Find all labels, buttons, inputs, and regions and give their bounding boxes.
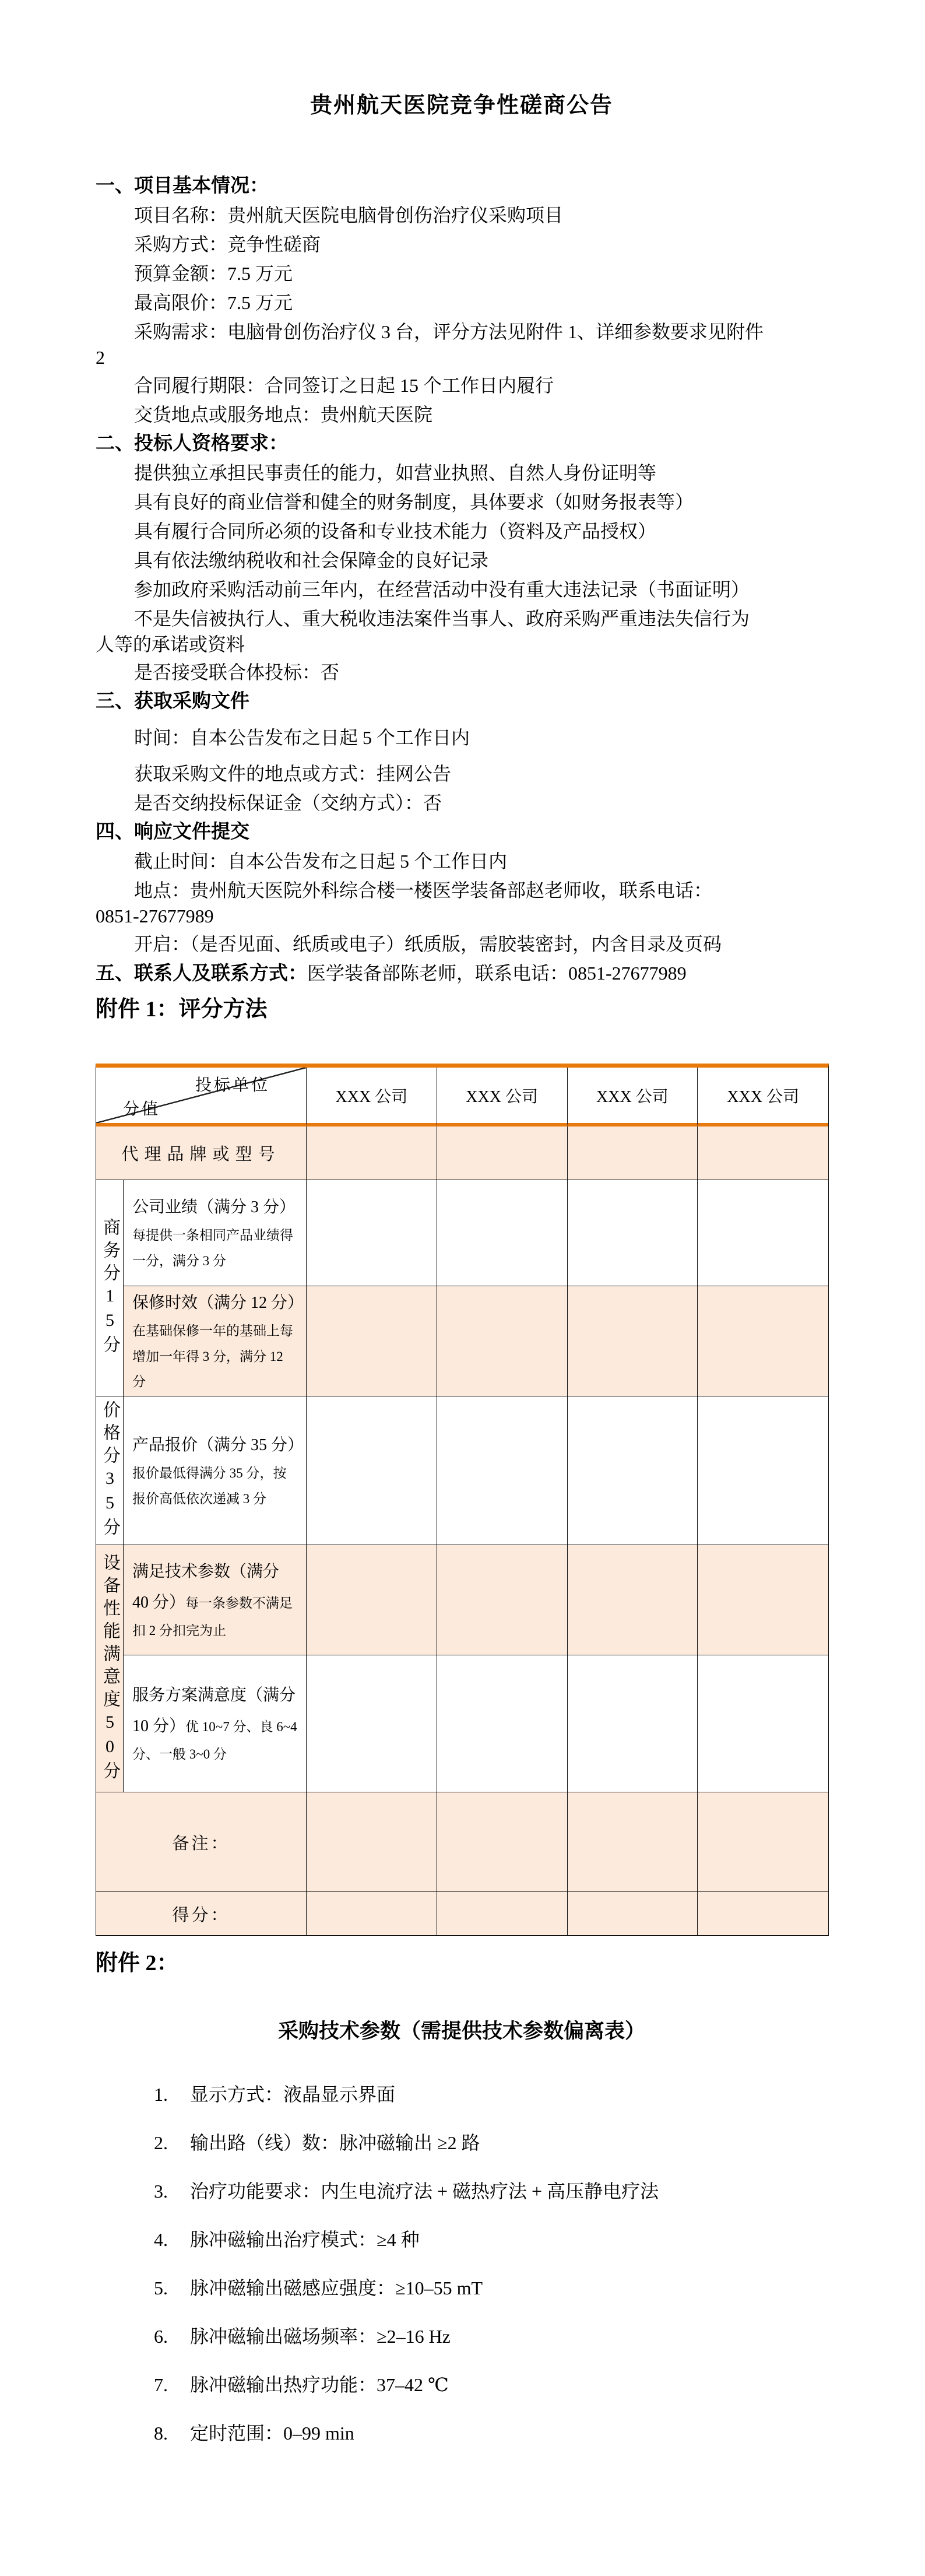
doc-line: 采购需求：电脑骨创伤治疗仪 3 台，评分方法见附件 1、详细参数要求见附件 xyxy=(134,321,764,342)
attachment2-heading: 附件 2： xyxy=(96,1951,179,1975)
param-text: 脉冲磁输出治疗模式：≥4 种 xyxy=(190,2229,420,2250)
section-heading xyxy=(96,961,828,985)
category-label: 商务分15分 xyxy=(96,1180,124,1396)
table-cell xyxy=(698,1792,828,1892)
table-cell xyxy=(698,1180,828,1286)
page-title: 贵州航天医院竞争性磋商公告 xyxy=(309,93,613,118)
table-cell xyxy=(437,1396,568,1545)
table-cell xyxy=(307,1545,437,1655)
param-number: 5. xyxy=(154,2277,168,2298)
company-header: XXX 公司 xyxy=(437,1068,568,1126)
table-cell xyxy=(307,1655,437,1792)
doc-line: 合同履行期限：合同签订之日起 15 个工作日内履行 xyxy=(134,375,554,396)
criterion-title: 满足技术参数（满分 40 分） xyxy=(132,1562,280,1612)
doc-line: 开启：（是否见面、纸质或电子）纸质版，需胶装密封，内含目录及页码 xyxy=(134,933,722,954)
section-heading: 一、项目基本情况： xyxy=(96,176,269,196)
param-item xyxy=(154,2082,828,2107)
criterion-cell xyxy=(124,1180,307,1286)
table-cell xyxy=(437,1180,568,1286)
table-cell xyxy=(698,1892,828,1935)
table-cell xyxy=(437,1126,568,1180)
table-cell xyxy=(568,1286,698,1396)
agent-brand-row-label: 代理品牌或型号 xyxy=(96,1126,307,1180)
criterion-desc: 报价最低得满分 35 分，按报价高低依次递减 3 分 xyxy=(132,1465,287,1506)
param-text: 脉冲磁输出磁场频率：≥2–16 Hz xyxy=(190,2326,451,2347)
param-number: 1. xyxy=(154,2084,168,2105)
company-header: XXX 公司 xyxy=(698,1068,828,1126)
doc-line: 参加政府采购活动前三年内，在经营活动中没有重大违法记录（书面证明） xyxy=(134,579,750,600)
criterion-cell xyxy=(124,1396,307,1545)
doc-line: 不是失信被执行人、重大税收违法案件当事人、政府采购严重违法失信行为 xyxy=(134,608,750,629)
doc-line: 地点：贵州航天医院外科综合楼一楼医学装备部赵老师收，联系电话： xyxy=(134,880,713,901)
param-item xyxy=(154,2178,828,2204)
corner-label-bidder: 投标单位 xyxy=(195,1076,270,1094)
attachment2-subtitle: 采购技术参数（需提供技术参数偏离表） xyxy=(277,2020,645,2042)
table-cell xyxy=(568,1396,698,1545)
param-text: 脉冲磁输出热疗功能：37–42 ℃ xyxy=(190,2374,449,2395)
table-cell xyxy=(307,1286,437,1396)
doc-line: 具有良好的商业信誉和健全的财务制度，具体要求（如财务报表等） xyxy=(134,492,694,513)
table-cell xyxy=(307,1396,437,1545)
table-cell xyxy=(568,1655,698,1792)
param-number: 7. xyxy=(154,2374,168,2395)
param-item xyxy=(154,2420,828,2446)
table-cell xyxy=(437,1655,568,1792)
table-cell xyxy=(437,1286,568,1396)
param-list xyxy=(154,2082,828,2446)
score-label: 得分： xyxy=(96,1892,307,1935)
param-text: 输出路（线）数：脉冲磁输出 ≥2 路 xyxy=(190,2132,480,2153)
criterion-cell xyxy=(124,1286,307,1396)
criterion-cell xyxy=(124,1655,307,1792)
remark-label: 备注： xyxy=(96,1792,307,1892)
doc-line: 人等的承诺或资料 xyxy=(96,634,245,655)
param-item xyxy=(154,2227,828,2252)
param-number: 4. xyxy=(154,2229,168,2250)
section-heading: 三、获取采购文件 xyxy=(96,691,249,712)
table-cell xyxy=(568,1892,698,1935)
category-label: 设备性能满意度50分 xyxy=(96,1545,124,1792)
corner-cell xyxy=(96,1068,307,1126)
table-cell xyxy=(307,1126,437,1180)
attachment1-heading: 附件 1：评分方法 xyxy=(96,997,268,1022)
table-cell xyxy=(437,1892,568,1935)
section-heading: 二、投标人资格要求： xyxy=(96,433,288,454)
param-item xyxy=(154,2324,828,2349)
table-cell xyxy=(698,1655,828,1792)
table-cell xyxy=(437,1545,568,1655)
table-cell xyxy=(437,1792,568,1892)
table-cell xyxy=(307,1180,437,1286)
category-label: 价格分35分 xyxy=(96,1396,124,1545)
param-number: 3. xyxy=(154,2181,168,2202)
doc-line: 最高限价：7.5 万元 xyxy=(134,292,293,313)
doc-line: 2 xyxy=(96,347,105,368)
param-text: 定时范围：0–99 min xyxy=(190,2423,354,2444)
table-cell xyxy=(698,1286,828,1396)
doc-line: 提供独立承担民事责任的能力，如营业执照、自然人身份证明等 xyxy=(134,462,657,483)
section-heading: 四、响应文件提交 xyxy=(96,822,249,843)
score-table xyxy=(96,1064,829,1936)
doc-line: 项目名称：贵州航天医院电脑骨创伤治疗仪采购项目 xyxy=(134,205,564,226)
document-body xyxy=(96,174,828,985)
table-cell xyxy=(307,1892,437,1935)
param-item xyxy=(154,2130,828,2156)
table-cell xyxy=(568,1126,698,1180)
doc-line: 0851-27677989 xyxy=(96,906,214,926)
doc-line-text: 医学装备部陈老师，联系电话：0851-27677989 xyxy=(307,963,687,984)
table-cell xyxy=(698,1126,828,1180)
table-cell xyxy=(568,1180,698,1286)
param-number: 8. xyxy=(154,2423,168,2444)
criterion-title: 公司业绩（满分 3 分） xyxy=(132,1198,296,1217)
doc-line: 具有履行合同所必须的设备和专业技术能力（资料及产品授权） xyxy=(134,521,657,542)
param-item xyxy=(154,2372,828,2398)
table-cell xyxy=(568,1545,698,1655)
param-number: 6. xyxy=(154,2326,168,2347)
param-item xyxy=(154,2275,828,2301)
criterion-desc: 每一条参数不满足扣 2 分扣完为止 xyxy=(132,1596,293,1638)
corner-label-score: 分值 xyxy=(123,1100,161,1118)
table-cell xyxy=(698,1545,828,1655)
doc-line: 采购方式：竞争性磋商 xyxy=(134,234,321,255)
table-cell xyxy=(698,1396,828,1545)
criterion-desc: 在基础保修一年的基础上每增加一年得 3 分，满分 12 分 xyxy=(132,1324,293,1389)
criterion-title: 服务方案满意度（满分 10 分） xyxy=(132,1686,296,1736)
table-cell xyxy=(307,1792,437,1892)
param-text: 显示方式：液晶显示界面 xyxy=(190,2084,396,2105)
doc-line: 时间：自本公告发布之日起 5 个工作日内 xyxy=(134,727,470,748)
doc-line: 截止时间：自本公告发布之日起 5 个工作日内 xyxy=(134,851,508,872)
criterion-cell xyxy=(124,1545,307,1655)
table-cell xyxy=(568,1792,698,1892)
company-header: XXX 公司 xyxy=(568,1068,698,1126)
company-header: XXX 公司 xyxy=(307,1068,437,1126)
param-text: 脉冲磁输出磁感应强度：≥10–55 mT xyxy=(190,2277,483,2298)
criterion-desc: 优 10~7 分、良 6~4 分、一般 3~0 分 xyxy=(132,1719,297,1762)
param-number: 2. xyxy=(154,2132,168,2153)
doc-line: 交货地点或服务地点：贵州航天医院 xyxy=(134,404,433,425)
doc-line: 预算金额：7.5 万元 xyxy=(134,263,293,284)
doc-line: 具有依法缴纳税收和社会保障金的良好记录 xyxy=(134,550,489,571)
doc-line: 是否交纳投标保证金（交纳方式）：否 xyxy=(134,792,442,813)
section-heading-prefix: 五、联系人及联系方式： xyxy=(96,963,307,984)
criterion-desc: 每提供一条相同产品业绩得一分，满分 3 分 xyxy=(132,1228,293,1269)
doc-line: 是否接受联合体投标：否 xyxy=(134,662,340,683)
criterion-title: 保修时效（满分 12 分） xyxy=(132,1293,304,1312)
doc-line: 获取采购文件的地点或方式：挂网公告 xyxy=(134,763,452,784)
criterion-title: 产品报价（满分 35 分） xyxy=(132,1436,304,1454)
param-text: 治疗功能要求：内生电流疗法 + 磁热疗法 + 高压静电疗法 xyxy=(190,2181,659,2202)
